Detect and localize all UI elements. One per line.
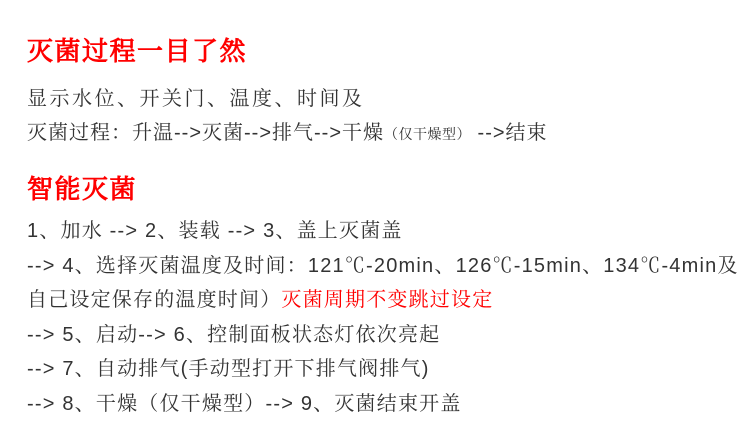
process-line-small-note: （仅干燥型） — [384, 126, 471, 142]
process-line-main: 灭菌过程：升温-->灭菌-->排气-->干燥 — [27, 122, 384, 144]
step-line-4: --> 5、启动--> 6、控制面板状态灯依次亮起 — [27, 323, 441, 346]
overview-display-line: 显示水位、开关门、温度、时间及 — [27, 88, 365, 110]
overview-process-line — [27, 122, 732, 146]
step-line-2: --> 4、选择灭菌温度及时间：121℃-20min、126℃-15min、134℃-4min及 — [27, 254, 739, 277]
process-line-tail: -->结束 — [471, 122, 548, 144]
section-heading-smart-sterilization: 智能灭菌 — [27, 174, 138, 204]
step-line-1: 1、加水 --> 2、装载 --> 3、盖上灭菌盖 — [27, 220, 403, 242]
step-line-3-red-highlight: 灭菌周期不变跳过设定 — [281, 289, 494, 311]
step-line-5: --> 7、自动排气(手动型打开下排气阀排气) — [27, 358, 430, 380]
step-line-3 — [27, 283, 732, 318]
step-line-6: --> 8、干燥（仅干燥型）--> 9、灭菌结束开盖 — [27, 392, 462, 415]
section-heading-overview: 灭菌过程一目了然 — [27, 36, 248, 66]
step-line-3-black-part: 自己设定保存的温度时间） — [27, 289, 282, 311]
smart-steps-list — [27, 214, 739, 421]
